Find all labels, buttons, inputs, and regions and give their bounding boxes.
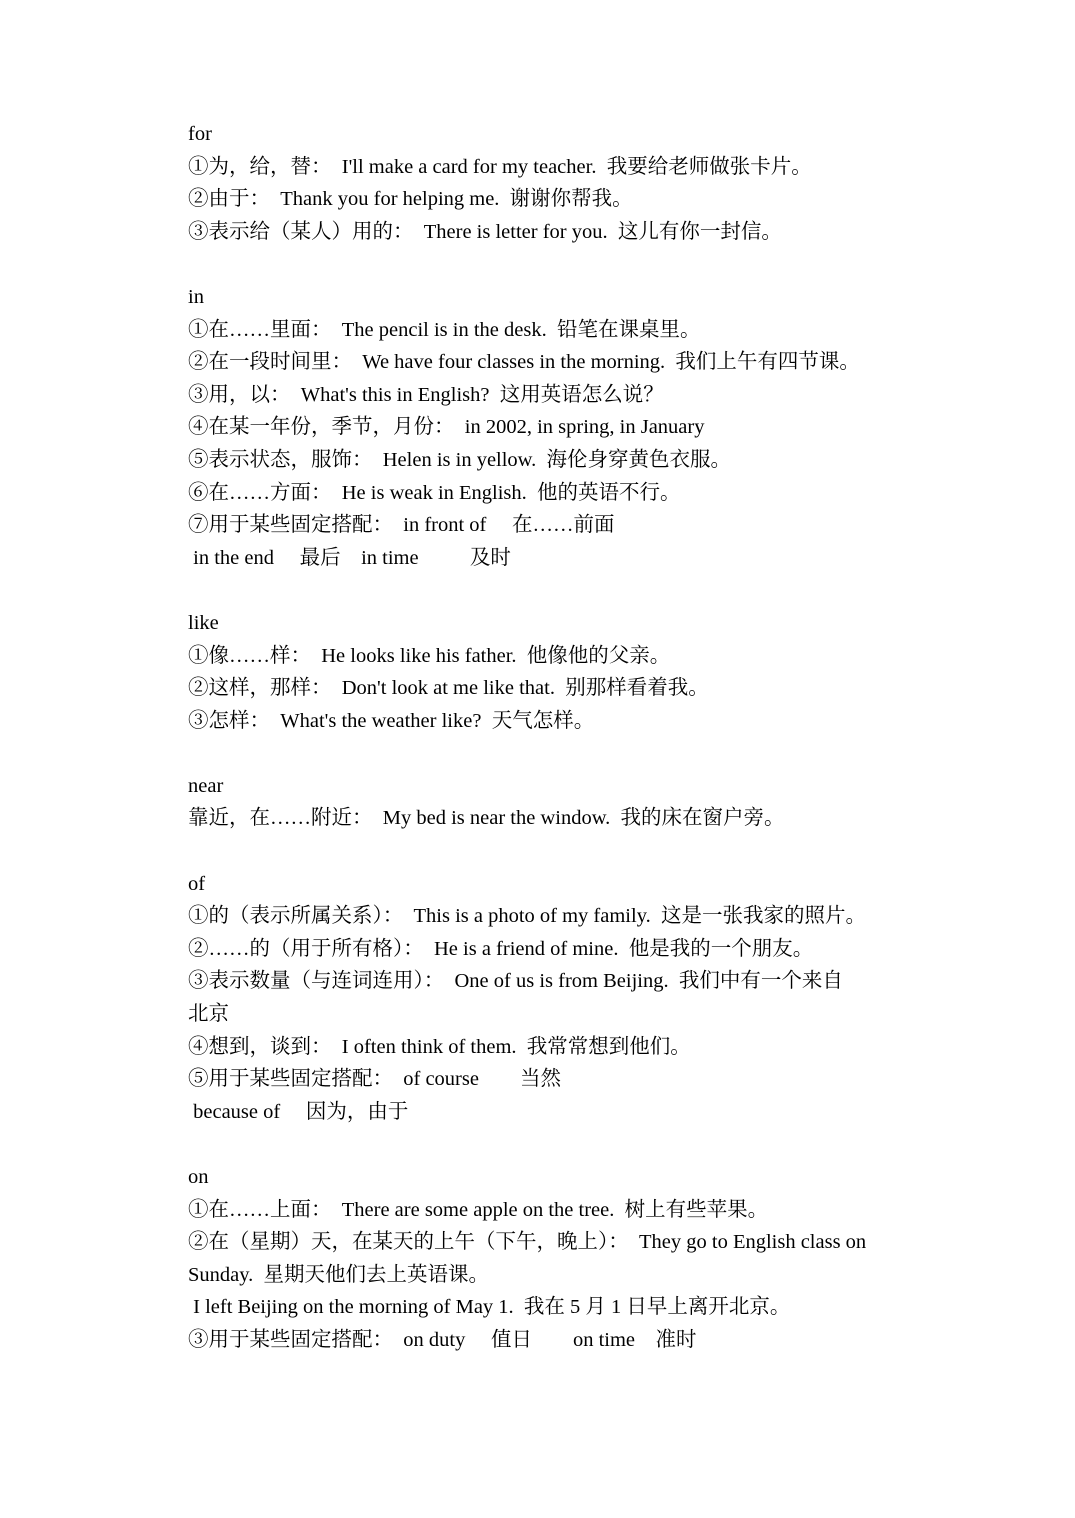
definition-line: in the end 最后 in time 及时 [188,546,511,569]
definition-line: ①为，给，替： I'll make a card for my teacher. 我要给老师做张卡片。 [188,155,812,178]
definition-line: 靠近，在……附近： My bed is near the window. 我的床在窗户旁。 [188,807,785,830]
definition-line: ⑤用于某些固定搭配： of course 当然 [188,1068,561,1091]
entry-word-for: for [188,123,212,145]
definition-line: ①的（表示所属关系）： This is a photo of my family. 这是一张我家的照片。 [188,905,866,928]
definition-line: ③怎样： What's the weather like? 天气怎样。 [188,709,595,732]
entry-word-of: of [188,872,206,895]
definition-line: ①像……样： He looks like his father. 他像他的父亲。 [188,644,671,667]
definition-line: ③表示给（某人）用的： There is letter for you. 这儿有你一封信。 [188,220,782,243]
section-gap [188,574,948,607]
definition-line: ②……的（用于所有格）： He is a friend of mine. 他是我的一个朋友。 [188,937,814,960]
definition-line: ⑤表示状态，服饰： Helen is in yellow. 海伦身穿黄色衣服。 [188,448,732,471]
entry-word-like: like [188,611,219,634]
definition-line: ⑥在……方面： He is weak in English. 他的英语不行。 [188,481,681,504]
definition-line: ②由于： Thank you for helping me. 谢谢你帮我。 [188,188,633,211]
section-gap [188,248,948,281]
definition-line: ②这样，那样： Don't look at me like that. 别那样看着我。 [188,677,709,700]
definition-line: ①在……里面： The pencil is in the desk. 铅笔在课桌里。 [188,318,701,341]
section-gap [188,835,948,868]
definition-line: ①在……上面： There are some apple on the tree. 树上有些苹果。 [188,1198,769,1221]
definition-line: ③用于某些固定搭配： on duty 值日 on time 准时 [188,1328,697,1351]
section-gap [188,737,948,770]
definition-line: Sunday. 星期天他们去上英语课。 [188,1263,490,1286]
entry-word-on: on [188,1166,209,1188]
definition-line: ④在某一年份，季节，月份： in 2002, in spring, in January [188,416,705,439]
document-page [188,118,948,1357]
definition-line: ⑦用于某些固定搭配： in front of 在……前面 [188,514,615,537]
entry-word-near: near [188,774,224,797]
definition-line: I left Beijing on the morning of May 1. 我在 5 月 1 日早上离开北京。 [188,1296,791,1319]
definition-line: 北京 [188,1003,229,1026]
definition-line: because of 因为，由于 [188,1100,409,1123]
definition-line: ③用，以： What's this in English? 这用英语怎么说？ [188,383,664,406]
definition-line: ④想到，谈到： I often think of them. 我常常想到他们。 [188,1035,691,1058]
definition-line: ②在（星期）天，在某天的上午（下午，晚上）： They go to English class on [188,1231,867,1254]
section-gap [188,1128,948,1161]
definition-line: ③表示数量（与连词连用）： One of us is from Beijing. 我们中有一个来自 [188,970,843,993]
entry-word-in: in [188,285,204,308]
definition-line: ②在一段时间里： We have four classes in the morning. 我们上午有四节课。 [188,351,860,374]
